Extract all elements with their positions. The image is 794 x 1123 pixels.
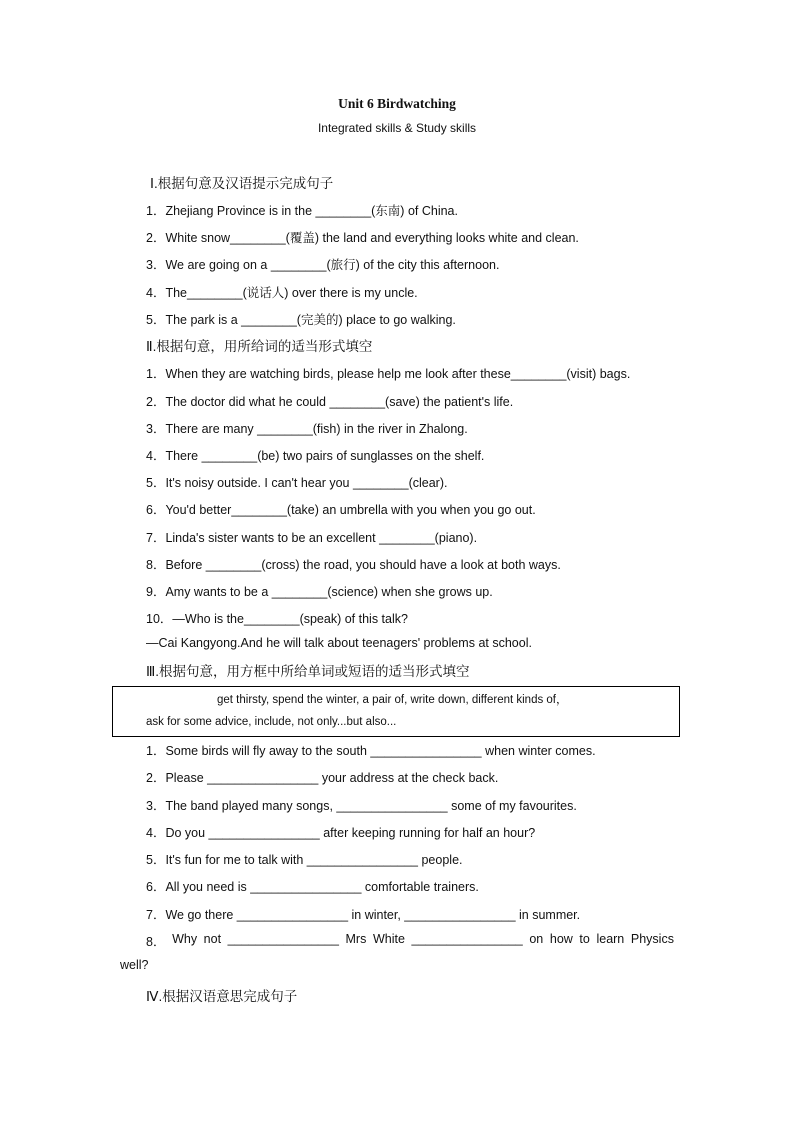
- list-item: 7．Linda's sister wants to be an excellent ________(piano).: [146, 531, 478, 545]
- list-item: 1．When they are watching birds, please help me look after these________(visit) bags.: [146, 367, 631, 381]
- list-item: 5．It's noisy outside. I can't hear you ________(clear).: [146, 476, 448, 490]
- section-4-heading: Ⅳ.根据汉语意思完成句子: [146, 989, 298, 1004]
- list-item: 3．There are many ________(fish) in the river in Zhalong.: [146, 422, 468, 436]
- word-bank-line-1: get thirsty, spend the winter, a pair of, write down, different kinds of，: [217, 694, 568, 706]
- word: not: [203, 932, 222, 946]
- list-item: 4．Do you ________________ after keeping running for half an hour?: [146, 826, 536, 840]
- list-item: 2．The doctor did what he could ________(save) the patient's life.: [146, 395, 514, 409]
- word: to: [579, 932, 590, 946]
- word: Physics: [630, 932, 674, 946]
- list-item: —Cai Kangyong.And he will talk about teenagers' problems at school.: [146, 636, 532, 650]
- word-bank-line-2: ask for some advice, include, not only...but also...: [146, 716, 397, 728]
- list-item-8: [146, 932, 674, 950]
- list-item: 7．We go there ________________ in winter, ________________ in summer.: [146, 908, 581, 922]
- section-3-heading: Ⅲ.根据句意，用方框中所给单词或短语的适当形式填空: [146, 664, 470, 679]
- list-item: 4．The________(说话人) over there is my uncle.: [146, 286, 418, 300]
- page-subtitle: Integrated skills & Study skills: [317, 121, 477, 135]
- list-item: 9．Amy wants to be a ________(science) when she grows up.: [146, 585, 493, 599]
- list-item: 1．Zhejiang Province is in the ________(东南) of China.: [146, 204, 458, 218]
- word: 8．: [146, 935, 166, 949]
- list-item: 3．The band played many songs, ________________ some of my favourites.: [146, 799, 577, 813]
- list-item: 5．It's fun for me to talk with ________________ people.: [146, 853, 463, 867]
- list-item: 5．The park is a ________(完美的) place to go walking.: [146, 313, 456, 327]
- list-item: 3．We are going on a ________(旅行) of the city this afternoon.: [146, 258, 500, 272]
- word: Why: [172, 932, 198, 946]
- word-bank-box: [112, 686, 680, 737]
- list-item: 2．Please ________________ your address at the check back.: [146, 771, 499, 785]
- section-2-heading: Ⅱ.根据句意，用所给词的适当形式填空: [146, 339, 373, 354]
- section-1-heading: Ⅰ.根据句意及汉语提示完成句子: [150, 176, 334, 191]
- list-item: 6．All you need is ________________ comfortable trainers.: [146, 880, 479, 894]
- list-item: 8．Before ________(cross) the road, you should have a look at both ways.: [146, 558, 561, 572]
- word: on: [529, 932, 544, 946]
- word: Mrs: [345, 932, 367, 946]
- page-title: Unit 6 Birdwatching: [338, 96, 456, 111]
- blank: ________________: [227, 932, 339, 946]
- list-item: 10．—Who is the________(speak) of this talk?: [146, 612, 408, 626]
- list-item: 6．You'd better________(take) an umbrella with you when you go out.: [146, 503, 536, 517]
- word: how: [549, 932, 573, 946]
- word: learn: [596, 932, 625, 946]
- list-item: 4．There ________(be) two pairs of sunglasses on the shelf.: [146, 449, 485, 463]
- list-item: 1．Some birds will fly away to the south ________________ when winter comes.: [146, 744, 596, 758]
- blank: ________________: [411, 932, 523, 946]
- list-item: 2．White snow________(覆盖) the land and everything looks white and clean.: [146, 231, 579, 245]
- list-item-8-tail: well?: [120, 958, 149, 972]
- word: White: [372, 932, 405, 946]
